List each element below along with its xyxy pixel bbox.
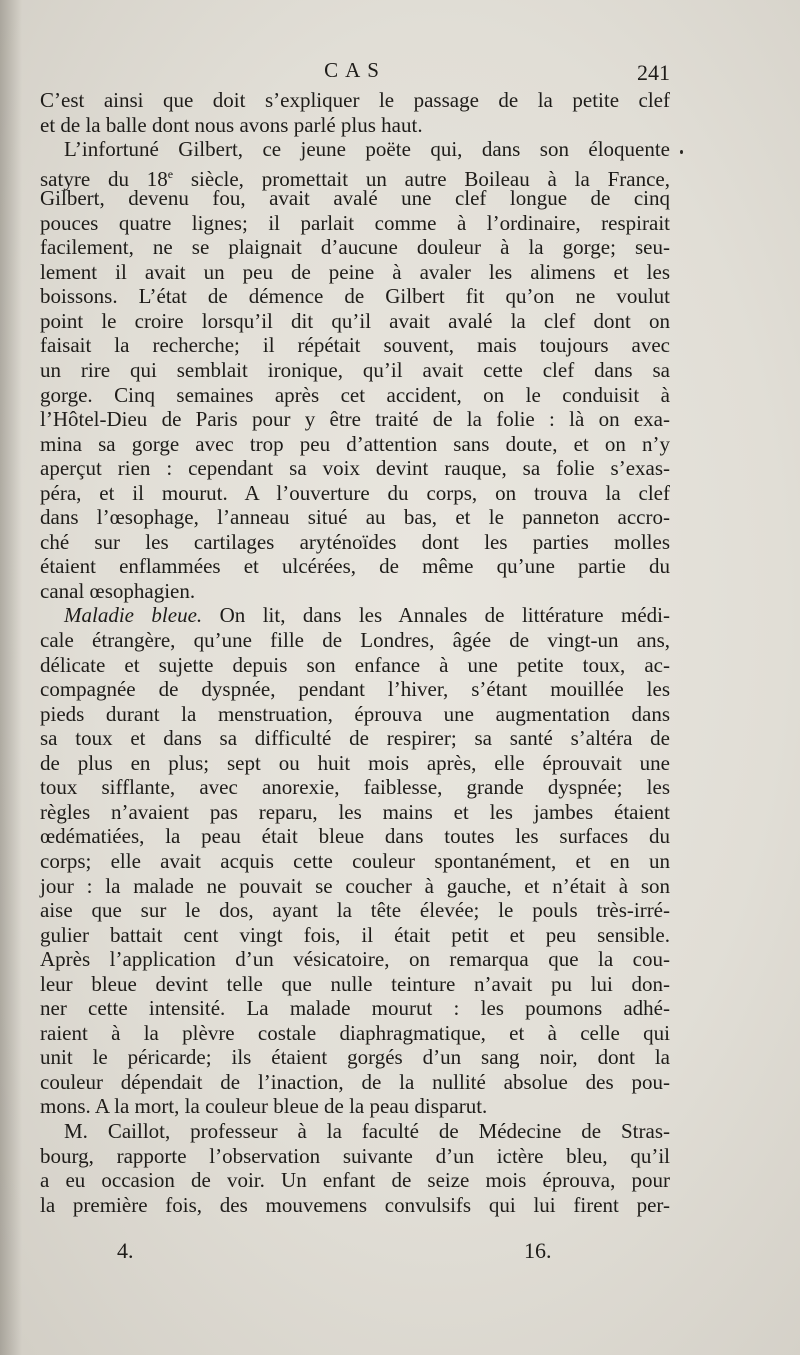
text-line: œdématiées, la peau était bleue dans toutes les surfaces du — [40, 824, 670, 849]
text-line: l’Hôtel-Dieu de Paris pour y être traité de la folie : là on exa- — [40, 407, 670, 432]
signature-left: 4. — [117, 1238, 134, 1263]
text-line: gorge. Cinq semaines après cet accident, on le conduisit à — [40, 382, 670, 407]
text-line: règles n’avaient pas reparu, les mains et les jambes étaient — [40, 799, 670, 824]
text-line: aperçut rien : cependant sa voix devint rauque, sa folie s’exas- — [40, 456, 670, 481]
signature-right: 16. — [524, 1238, 552, 1263]
text-line: a eu occasion de voir. Un enfant de seize mois éprouva, pour — [40, 1168, 670, 1193]
text-line: bourg, rapporte l’observation suivante d’un ictère bleu, qu’il — [40, 1143, 670, 1168]
text-line: M. Caillot, professeur à la faculté de Médecine de Stras- — [64, 1118, 670, 1143]
text-line: aise que sur le dos, ayant la tête élevée; le pouls très-irré- — [40, 898, 670, 923]
text-line: sa toux et dans sa difficulté de respirer; sa santé s’altéra de — [40, 726, 670, 751]
text-line: Après l’application d’un vésicatoire, on remarqua que la cou- — [40, 947, 670, 972]
text-line: point le croire lorsqu’il dit qu’il avait avalé la clef dont on — [40, 308, 670, 333]
text-fragment: siècle, promettait un autre Boileau à la France, — [173, 166, 670, 191]
text-line: leur bleue devint telle que nulle teinture n’avait pu lui don- — [40, 971, 670, 996]
text-line — [40, 603, 670, 628]
text-line: lement il avait un peu de peine à avaler les alimens et les — [40, 259, 670, 284]
text-line: facilement, ne se plaignait d’aucune douleur à la gorge; seu- — [40, 235, 670, 260]
text-line: cale étrangère, qu’une fille de Londres, âgée de vingt-un ans, — [40, 628, 670, 653]
text-line: C’est ainsi que doit s’expliquer le passage de la petite clef — [40, 88, 670, 112]
text-line: étaient enflammées et ulcérées, de même qu’une partie du — [40, 554, 670, 579]
text-line: toux sifflante, avec anorexie, faiblesse, grande dyspnée; les — [40, 775, 670, 800]
text-line: ner cette intensité. La malade mourut : les poumons adhé- — [40, 996, 670, 1021]
gutter-shadow — [0, 0, 22, 1355]
text-line: péra, et il mourut. A l’ouverture du corps, on trouva la clef — [40, 480, 670, 505]
margin-ink-speck — [680, 150, 683, 154]
text-line: boissons. L’état de démence de Gilbert fit qu’on ne voulut — [40, 284, 670, 309]
section-heading: Maladie bleue. — [64, 603, 203, 628]
text-line: compagnée de dyspnée, pendant l’hiver, s’étant mouillée les — [40, 677, 670, 702]
text-line: L’infortuné Gilbert, ce jeune poëte qui, dans son éloquente — [64, 137, 670, 162]
text-line: mons. A la mort, la couleur bleue de la peau disparut. — [40, 1094, 488, 1119]
text-line: corps; elle avait acquis cette couleur spontanément, et en un — [40, 848, 670, 873]
text-line: et de la balle dont nous avons parlé plus haut. — [40, 112, 423, 137]
text-line: de plus en plus; sept ou huit mois après, elle éprouvait une — [40, 750, 670, 775]
text-line: unit le péricarde; ils étaient gorgés d’un sang noir, dont la — [40, 1045, 670, 1070]
running-head — [0, 58, 800, 88]
superscript: e — [167, 166, 174, 181]
text-line: pouces quatre lignes; il parlait comme à l’ordinaire, respirait — [40, 210, 670, 235]
text-line: la première fois, des mouvemens convulsifs qui lui firent per- — [40, 1192, 670, 1217]
text-line: canal œsophagien. — [40, 578, 196, 603]
signature-mark — [0, 1238, 800, 1268]
body-text — [40, 88, 670, 1217]
page-number: 241 — [637, 60, 670, 85]
text-line: gulier battait cent vingt fois, il était petit et peu sensible. — [40, 922, 670, 947]
text-line: délicate et sujette depuis son enfance à une petite toux, ac- — [40, 652, 670, 677]
running-head-title: CAS — [324, 58, 386, 82]
text-line: pieds durant la menstruation, éprouva une augmentation dans — [40, 701, 670, 726]
text-line: jour : la malade ne pouvait se coucher à gauche, et n’était à son — [40, 873, 670, 898]
text-fragment: satyre du 18 — [40, 166, 168, 191]
text-line: faisait la recherche; il répétait souvent, mais toujours avec — [40, 333, 670, 358]
text-line: un rire qui semblait ironique, qu’il avait cette clef dans sa — [40, 358, 670, 383]
text-line: dans l’œsophage, l’anneau situé au bas, et le panneton accro- — [40, 505, 670, 530]
text-line: couleur dépendait de l’inaction, de la nullité absolue des pou- — [40, 1069, 670, 1094]
text-fragment: On lit, dans les Annales de littérature médi- — [202, 603, 670, 628]
text-line: mina sa gorge avec trop peu d’attention sans doute, et on n’y — [40, 431, 670, 456]
text-line — [40, 162, 670, 191]
text-line: Gilbert, devenu fou, avait avalé une clef longue de cinq — [40, 186, 670, 211]
text-line: ché sur les cartilages aryténoïdes dont les parties molles — [40, 529, 670, 554]
text-line: raient à la plèvre costale diaphragmatique, et à celle qui — [40, 1020, 670, 1045]
